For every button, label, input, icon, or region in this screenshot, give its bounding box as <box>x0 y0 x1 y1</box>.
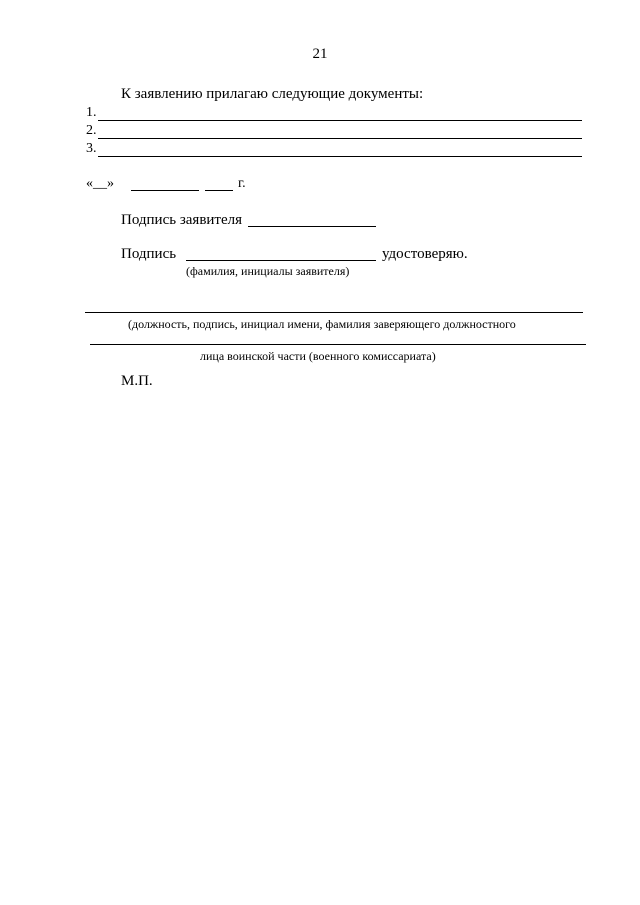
document-item-number: 3. <box>86 141 97 156</box>
date-month-line <box>131 190 199 191</box>
date-day: «__» <box>86 176 114 191</box>
document-item-number: 2. <box>86 123 97 138</box>
date-year-suffix: г. <box>238 176 246 191</box>
document-item-line <box>98 156 582 157</box>
certification-signature-label: Подпись <box>121 246 177 262</box>
applicant-signature-label: Подпись заявителя <box>121 212 243 228</box>
seal-placeholder: М.П. <box>121 373 153 389</box>
certification-text: удостоверяю. <box>382 246 468 262</box>
attachments-intro: К заявлению прилагаю следующие документы: <box>121 86 424 102</box>
applicant-signature-line <box>248 226 376 227</box>
document-item-number: 1. <box>86 105 97 120</box>
official-caption: (должность, подпись, инициал имени, фамилия заверяющего должностного <box>128 317 516 331</box>
document-item-line <box>98 120 582 121</box>
date-year-line <box>205 190 233 191</box>
official-caption: лица воинской части (военного комиссариата) <box>200 349 436 363</box>
page-number: 21 <box>312 46 328 62</box>
certification-caption: (фамилия, инициалы заявителя) <box>186 264 350 278</box>
document-item-line <box>98 138 582 139</box>
official-signature-line <box>85 312 583 313</box>
official-signature-line <box>90 344 586 345</box>
certification-signature-line <box>186 260 376 261</box>
